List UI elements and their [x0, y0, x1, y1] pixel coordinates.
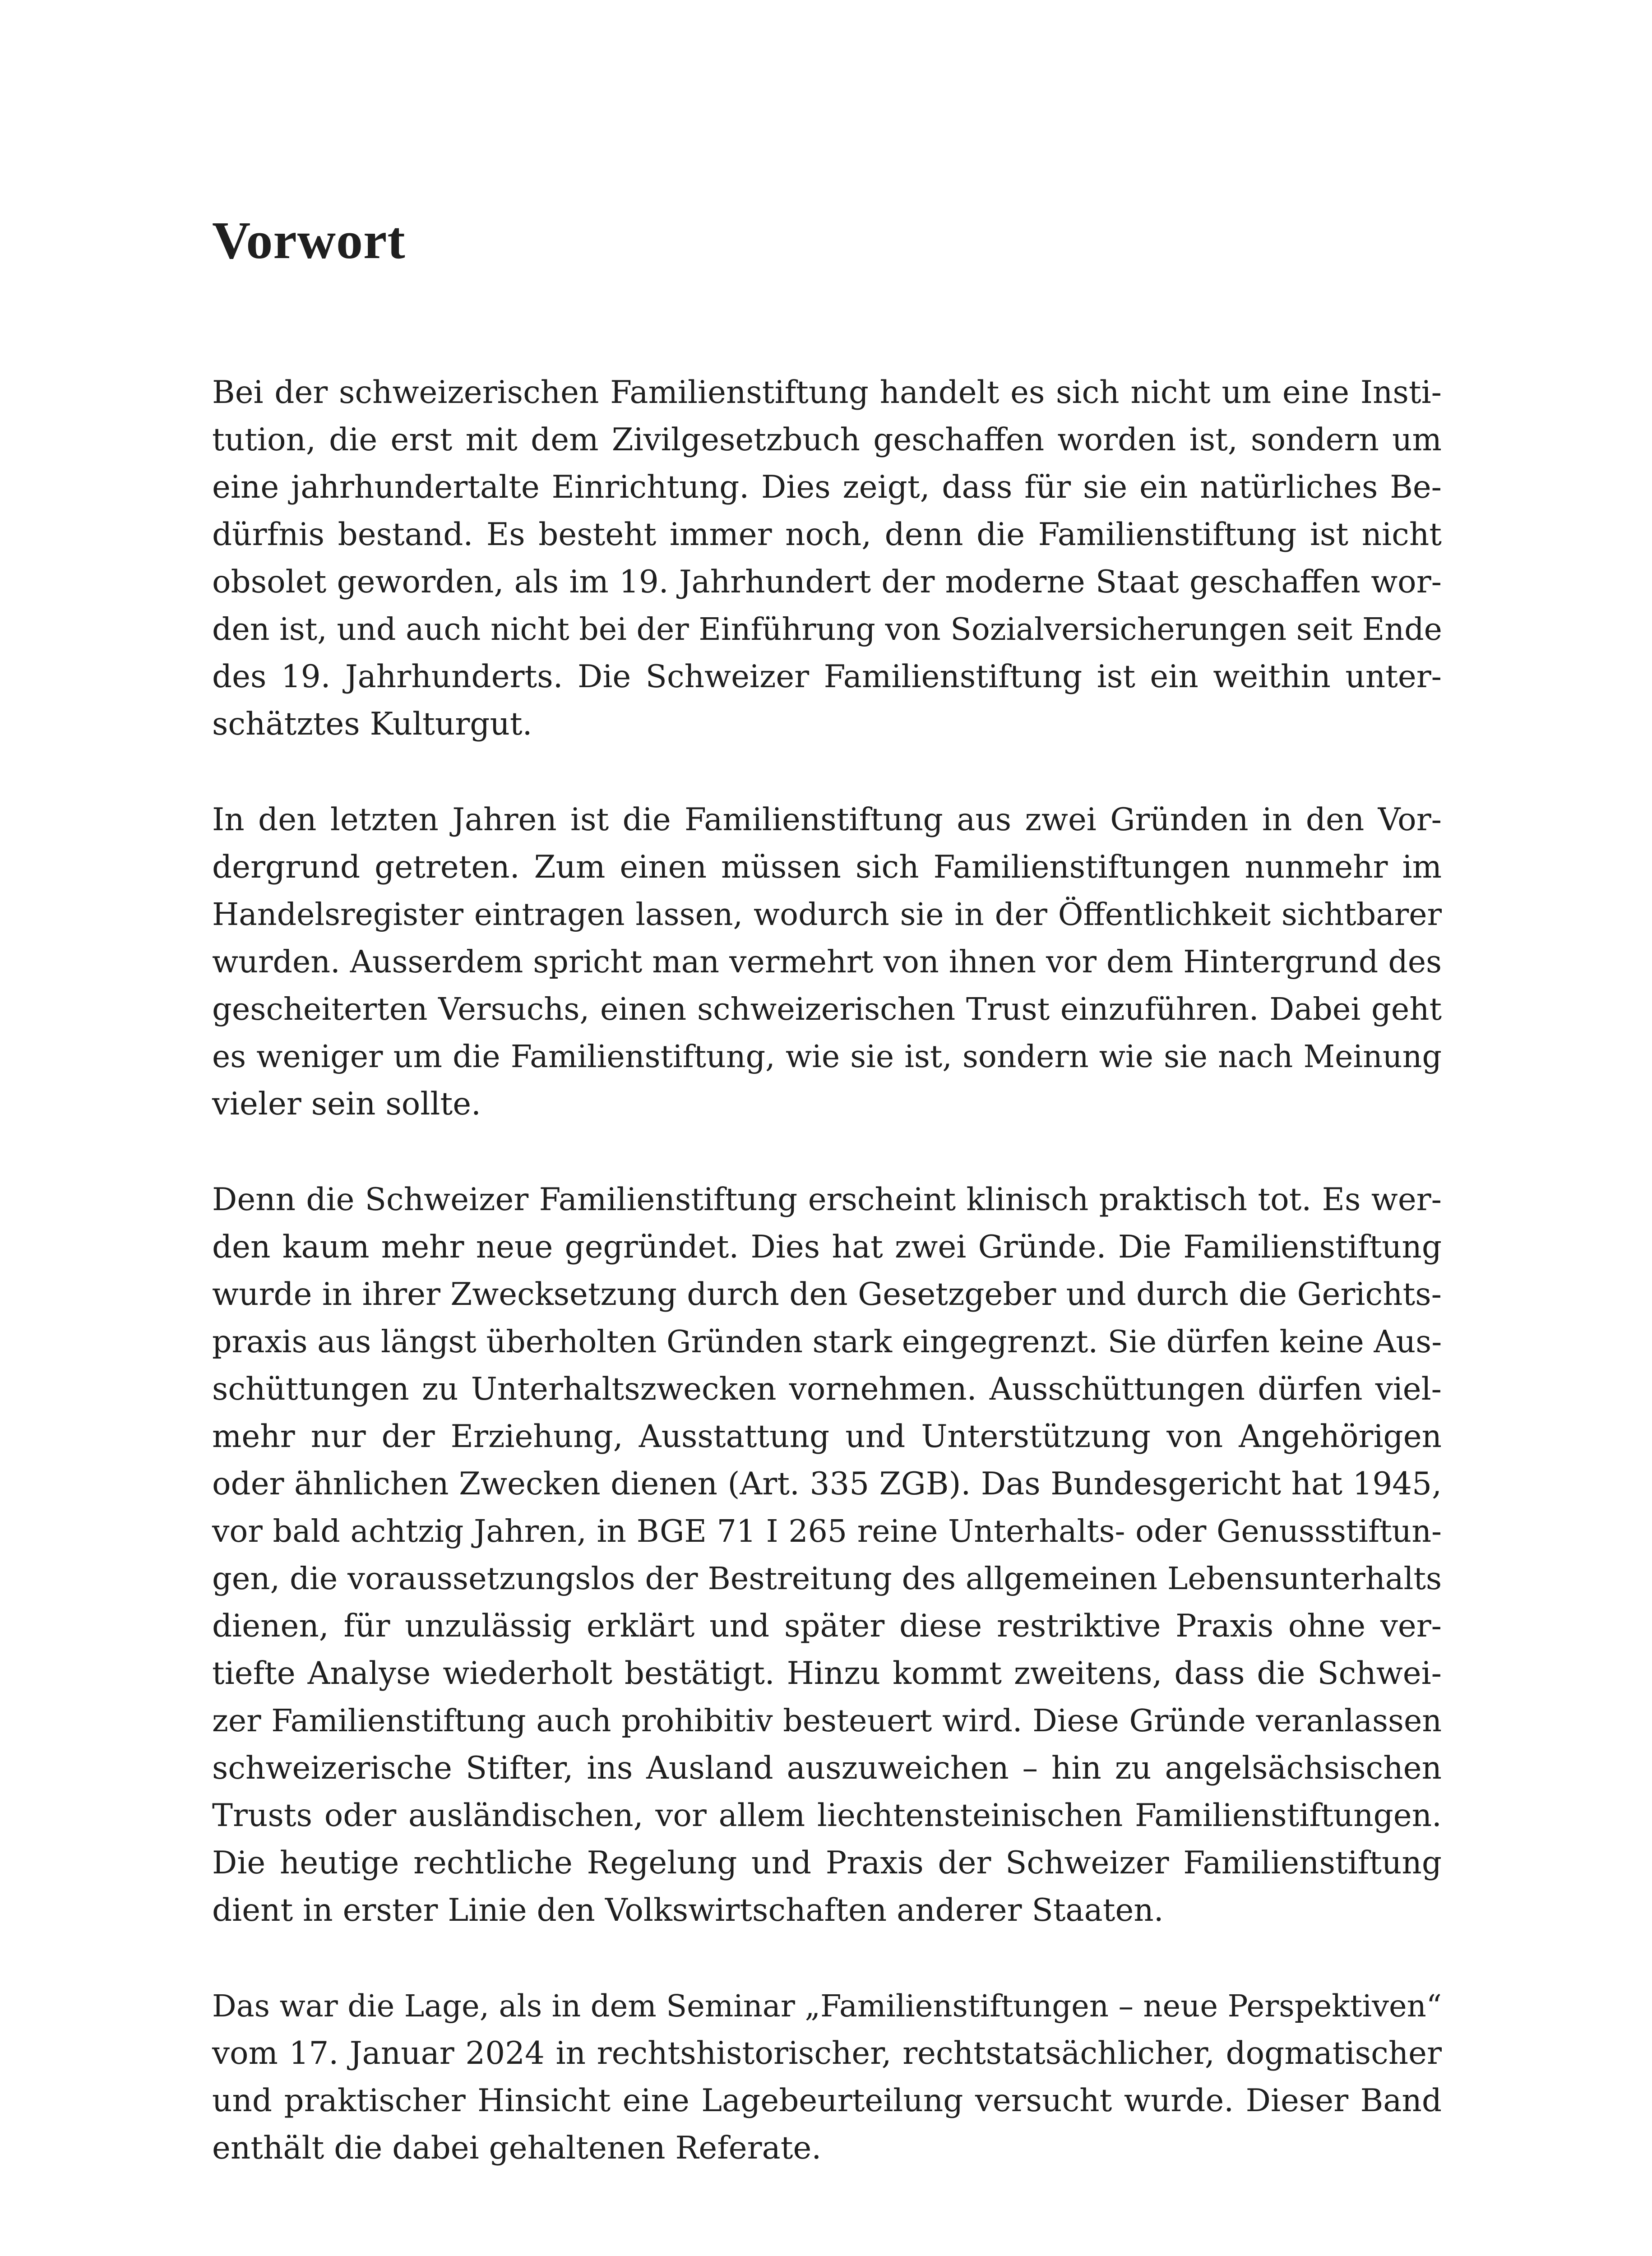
text-line: In den letzten Jahren ist die Familienstiftung aus zwei Gründen in den Vor-	[212, 802, 1442, 838]
text-line: den kaum mehr neue gegründet. Dies hat zwei Gründe. Die Familienstiftung	[212, 1229, 1442, 1265]
text-line: gen, die voraussetzungslos der Bestreitung des allgemeinen Lebensunterhalts	[212, 1561, 1442, 1597]
text-line: wurden. Ausserdem spricht man vermehrt von ihnen vor dem Hintergrund des	[212, 944, 1442, 980]
text-line: dienen, für unzulässig erklärt und später diese restriktive Praxis ohne ver-	[212, 1608, 1442, 1644]
text-line: zer Familienstiftung auch prohibitiv besteuert wird. Diese Gründe veranlassen	[212, 1703, 1442, 1739]
text-line: Die heutige rechtliche Regelung und Praxis der Schweizer Familienstiftung	[212, 1845, 1442, 1881]
text-line: wurde in ihrer Zwecksetzung durch den Gesetzgeber und durch die Gerichts-	[212, 1276, 1442, 1313]
page-heading: Vorwort	[212, 211, 406, 270]
text-line: oder ähnlichen Zwecken dienen (Art. 335 ZGB). Das Bundesgericht hat 1945,	[212, 1466, 1442, 1502]
text-line: Denn die Schweizer Familienstiftung erscheint klinisch praktisch tot. Es wer-	[212, 1182, 1442, 1218]
text-line: dergrund getreten. Zum einen müssen sich Familienstiftungen nunmehr im	[212, 849, 1442, 885]
text-line: vieler sein sollte.	[212, 1086, 481, 1122]
text-line: vor bald achtzig Jahren, in BGE 71 I 265 reine Unterhalts- oder Genussstiftun-	[212, 1514, 1442, 1549]
text-line: Trusts oder ausländischen, vor allem liechtensteinischen Familienstiftungen.	[212, 1798, 1442, 1834]
text-line: Bei der schweizerischen Familienstiftung handelt es sich nicht um eine Insti-	[212, 374, 1442, 411]
text-line: den ist, und auch nicht bei der Einführung von Sozialversicherungen seit Ende	[212, 612, 1442, 647]
text-line: dient in erster Linie den Volkswirtschaften anderer Staaten.	[212, 1892, 1164, 1928]
text-line: praxis aus längst überholten Gründen stark eingegrenzt. Sie dürfen keine Aus-	[212, 1324, 1442, 1360]
text-line: Handelsregister eintragen lassen, wodurch sie in der Öffentlichkeit sichtbarer	[212, 897, 1442, 933]
text-line: tiefte Analyse wiederholt bestätigt. Hinzu kommt zweitens, dass die Schwei-	[212, 1655, 1442, 1692]
text-line: schätztes Kulturgut.	[212, 706, 532, 742]
text-line: eine jahrhundertalte Einrichtung. Dies zeigt, dass für sie ein natürliches Be-	[212, 469, 1442, 505]
text-line: dürfnis bestand. Es besteht immer noch, denn die Familienstiftung ist nicht	[212, 517, 1442, 553]
body-text	[212, 369, 1442, 2220]
paragraph-4	[212, 1983, 1442, 2172]
text-line: es weniger um die Familienstiftung, wie sie ist, sondern wie sie nach Meinung	[212, 1039, 1442, 1075]
paragraph-2	[212, 796, 1442, 1128]
text-line: schüttungen zu Unterhaltszwecken vornehmen. Ausschüttungen dürfen viel-	[212, 1371, 1442, 1407]
text-line: gescheiterten Versuchs, einen schweizerischen Trust einzuführen. Dabei geht	[212, 991, 1442, 1027]
text-line: enthält die dabei gehaltenen Referate.	[212, 2130, 822, 2166]
text-line: des 19. Jahrhunderts. Die Schweizer Familienstiftung ist ein weithin unter-	[212, 659, 1442, 695]
text-line: vom 17. Januar 2024 in rechtshistorischer, rechtstatsächlicher, dogmatischer	[212, 2035, 1442, 2071]
text-line: tution, die erst mit dem Zivilgesetzbuch geschaffen worden ist, sondern um	[212, 422, 1442, 458]
text-line: mehr nur der Erziehung, Ausstattung und Unterstützung von Angehörigen	[212, 1419, 1442, 1455]
paragraph-1	[212, 369, 1442, 748]
text-line: schweizerische Stifter, ins Ausland auszuweichen – hin zu angelsächsischen	[212, 1750, 1442, 1786]
text-line: und praktischer Hinsicht eine Lagebeurteilung versucht wurde. Dieser Band	[212, 2083, 1442, 2119]
paragraph-3	[212, 1176, 1442, 1934]
text-line: Das war die Lage, als in dem Seminar „Familienstiftungen – neue Perspektiven“	[212, 1988, 1442, 2024]
text-line: obsolet geworden, als im 19. Jahrhundert der moderne Staat geschaffen wor-	[212, 564, 1442, 600]
